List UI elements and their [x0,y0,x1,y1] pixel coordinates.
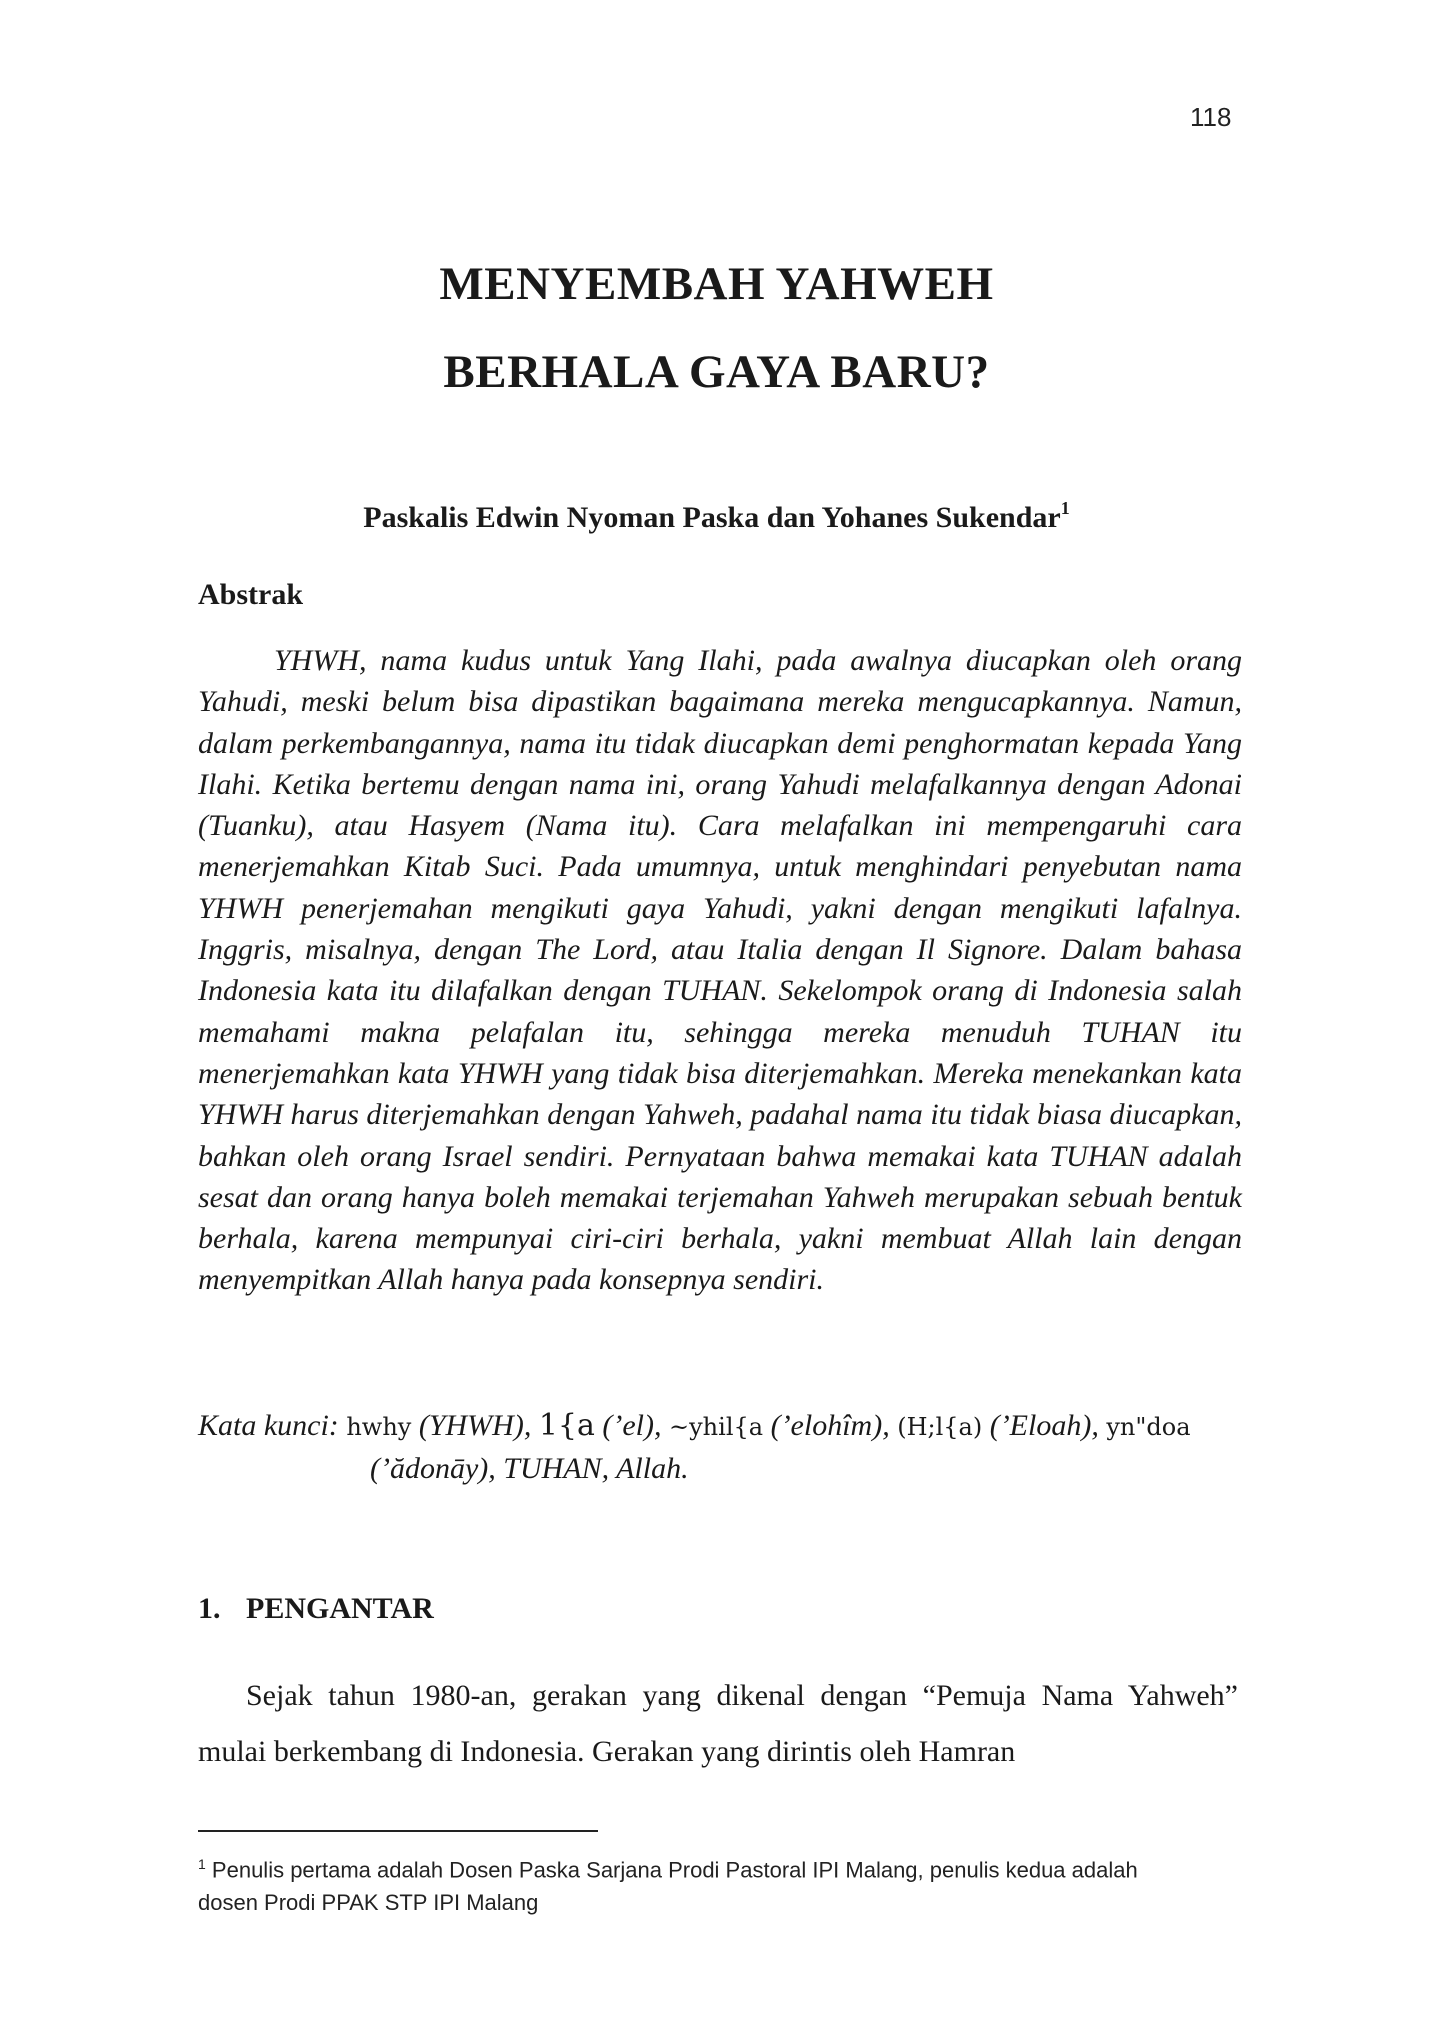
keywords-label: Kata kunci: [198,1409,339,1442]
section-title: PENGANTAR [246,1592,434,1625]
footnote-mark: 1 [198,1856,206,1872]
abstract-body: YHWH, nama kudus untuk Yang Ilahi, pada awalnya diucapkan oleh orang Yahudi, meski belum bisa dipastikan bagaimana mereka mengucapkannya. Namun, dalam perkembangannya, nama itu tidak diucapkan demi penghormatan kepada Yang Ilahi. Ketika bertemu dengan nama ini, orang Yahudi melafalkannya dengan Adonai (Tuanku), atau Hasyem (Nama itu). Cara melafalkan ini mempengaruhi cara menerjemahkan Kitab Suci. Pada umumnya, untuk menghindari penyebutan nama YHWH penerjemahan mengikuti gaya Yahudi, yakni dengan mengikuti lafalnya. Inggris, misalnya, dengan The Lord, atau Italia dengan Il Signore. Dalam bahasa Indonesia kata itu dilafalkan dengan TUHAN. Sekelompok orang di Indonesia salah memahami makna pelafalan itu, sehingga mereka menuduh TUHAN itu menerjemahkan kata YHWH yang tidak bisa diterjemahkan. Mereka menekankan kata YHWH harus diterjemahkan dengan Yahweh, padahal nama itu tidak biasa diucapkan, bahkan oleh orang Israel sendiri. Pernyataan bahwa memakai kata TUHAN adalah sesat dan orang hanya boleh memakai terjemahan Yahweh merupakan sebuah bentuk berhala, karena mempunyai ciri-ciri berhala, yakni membuat Allah lain dengan menyempitkan Allah hanya pada konsepnya sendiri. [198,644,1242,1297]
keywords-line-2: (’ădonāy), TUHAN, Allah. [370,1452,689,1485]
keyword-hebrew-5: yn"doa [1106,1413,1191,1441]
title-line-2: BERHALA GAYA BARU? [443,346,990,398]
title-line-1: MENYEMBAH YAHWEH [439,258,994,310]
section-body: Sejak tahun 1980-an, gerakan yang dikenal dengan “Pemuja Nama Yahweh” mulai berkembang di Indonesia. Gerakan yang dirintis oleh Hamran [198,1679,1238,1768]
author-line [0,500,1433,535]
keywords [198,1405,1242,1490]
section-heading [198,1592,434,1626]
abstract-heading: Abstrak [198,578,304,611]
keyword-hebrew-3: ~yhil{a [669,1413,764,1441]
section-number: 1. [198,1592,221,1625]
keyword-hebrew-1: hwhy [346,1413,412,1441]
authors: Paskalis Edwin Nyoman Paska dan Yohanes Sukendar [363,501,1061,534]
footnote [198,1848,1198,1919]
keyword-translit-3: (’elohîm), [770,1409,890,1442]
author-footnote-mark: 1 [1060,498,1070,518]
keyword-hebrew-4: (H;l{a) [897,1413,983,1441]
paper-title [0,240,1433,416]
keyword-translit-1: (YHWH), [418,1409,532,1442]
keyword-translit-4: (’Eloah), [989,1409,1099,1442]
keywords-line-1 [198,1405,1242,1448]
footnote-divider [198,1830,598,1832]
keyword-translit-2: (’el), [602,1409,662,1442]
keyword-hebrew-2: 1{a [538,1408,595,1443]
footnote-text: Penulis pertama adalah Dosen Paska Sarjana Prodi Pastoral IPI Malang, penulis kedua adalah dosen Prodi PPAK STP IPI Malang [198,1857,1138,1916]
page-number: 118 [1190,102,1232,132]
